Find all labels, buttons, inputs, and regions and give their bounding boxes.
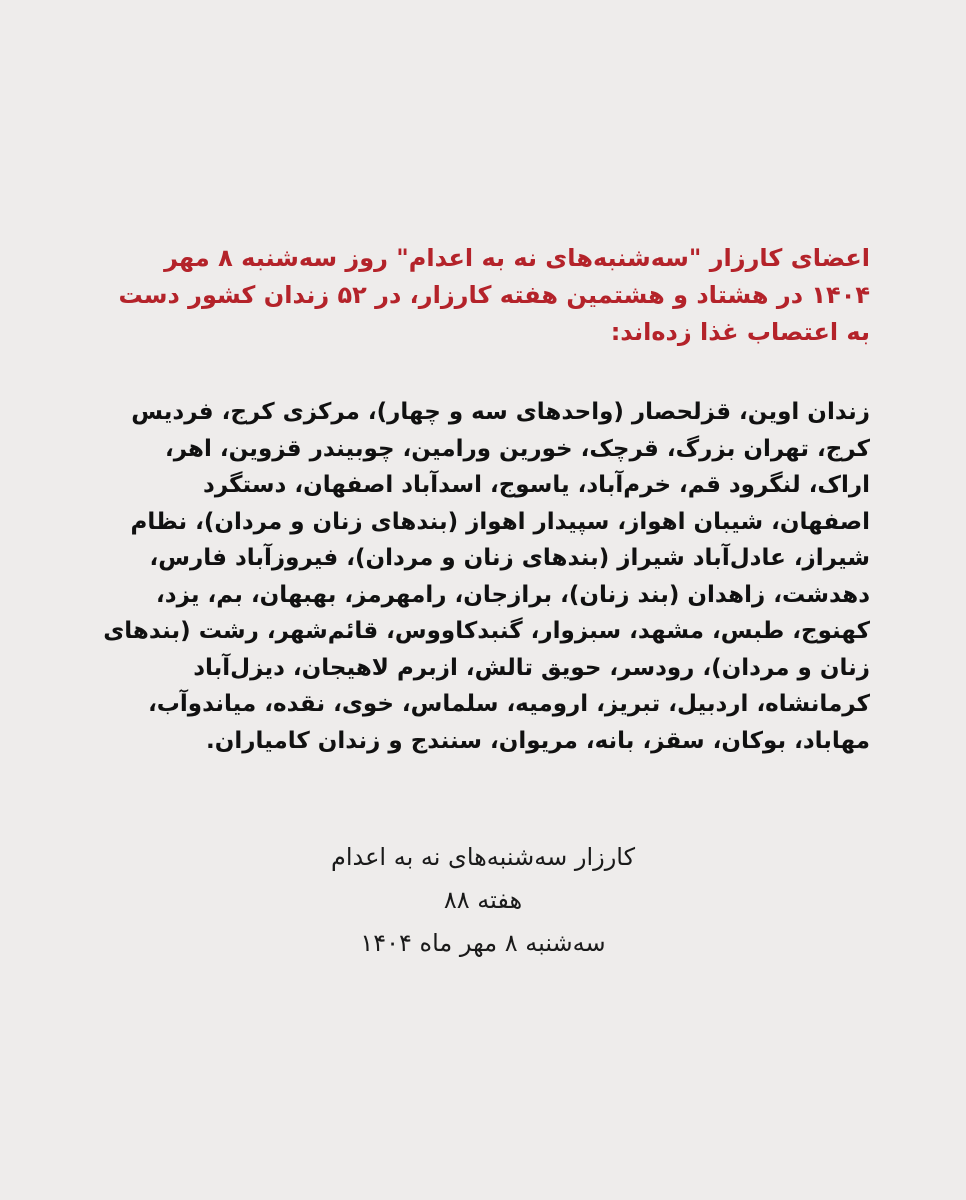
prison-list-paragraph: زندان اوین، قزلحصار (واحدهای سه و چهار)، مرکزی کرج، فردیس کرج، تهران بزرگ، قرچک، خورین ورامین، چوبیندر قزوین، اهر، اراک، لنگرود قم، خرم‌آباد، یاسوج، اسدآباد اصفهان، دستگرد اصفهان، شیبان اهواز، سپیدار اهواز (بندهای زنان و مردان)، نظام شیراز، عادل‌آباد شیراز (بندهای زنان و مردان)، فیروزآباد فارس، دهدشت، زاهدان (بند زنان)، برازجان، رامهرمز، بهبهان، بم، یزد، کهنوج، طبس، مشهد، سبزوار، گنبدکاووس، قائم‌شهر، رشت (بندهای زنان و مردان)، رودسر، حویق تالش، ازبرم لاهیجان، دیزل‌آباد کرمانشاه، اردبیل، تبریز، ارومیه، سلماس، خوی، نقده، میاندوآب، مهاباد، بوکان، سقز، بانه، مریوان، سنندج و زندان کامیاران. — [103, 399, 870, 754]
signature-date: سه‌شنبه ۸ مهر ماه ۱۴۰۴ — [360, 929, 606, 957]
headline-announcement: اعضای کارزار "سه‌شنبه‌های نه به اعدام" روز سه‌شنبه ۸ مهر ۱۴۰۴ در هشتاد و هشتمین هفته کارزار، در ۵۲ زندان کشور دست به اعتصاب غذا زده‌اند: — [118, 244, 870, 346]
signature-block — [200, 836, 766, 965]
signature-week: هفته ۸۸ — [443, 886, 523, 914]
signature-campaign-name: کارزار سه‌شنبه‌های نه به اعدام — [330, 843, 636, 871]
